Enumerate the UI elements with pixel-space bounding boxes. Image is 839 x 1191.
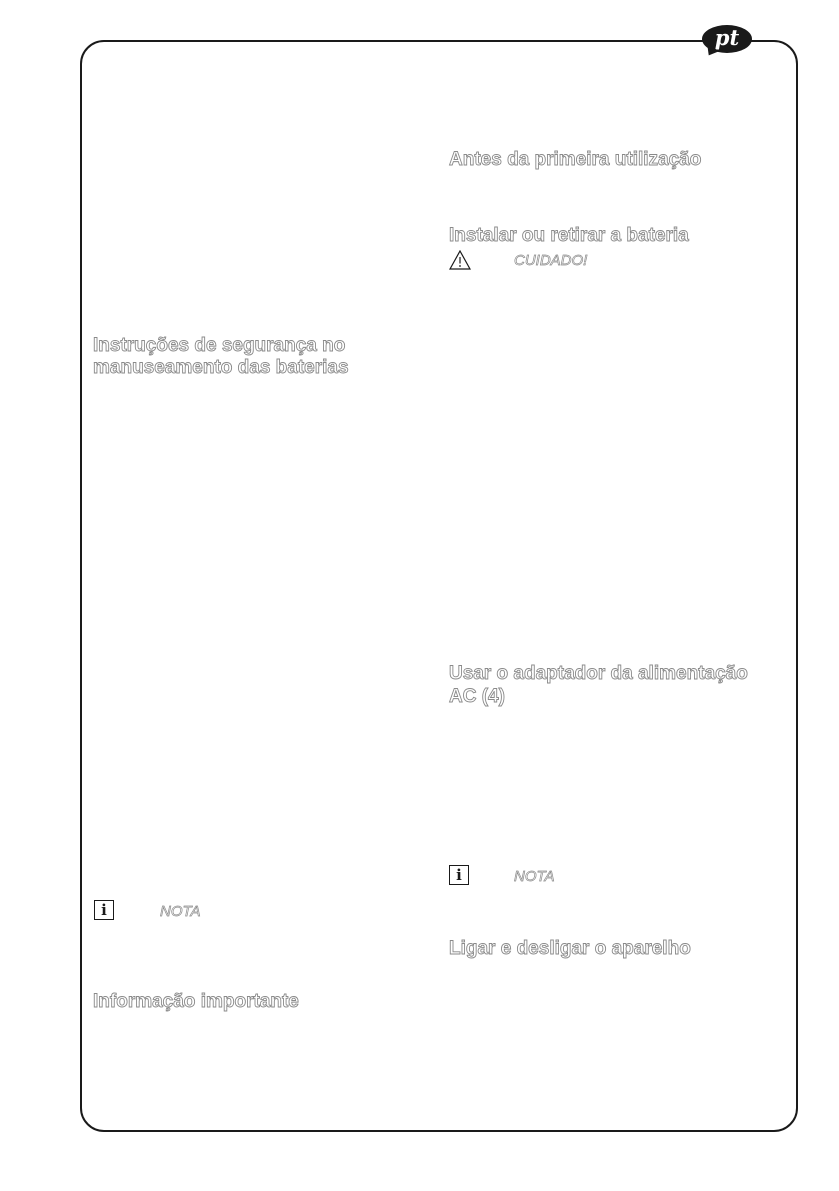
heading-install-battery: Instalar ou retirar a bateria [449,225,689,246]
heading-ac-adapter-line2: AC (4) [449,686,505,707]
heading-ac-adapter-line1: Usar o adaptador da alimentação [449,663,748,684]
heading-battery-safety-line1: Instruções de segurança no [93,335,346,356]
language-code: pt [714,25,740,50]
note-label-left: NOTA [160,903,201,920]
page-frame [80,40,798,1132]
info-icon: i [94,900,114,920]
heading-important-info: Informação importante [93,991,299,1012]
info-icon: i [449,865,469,885]
heading-battery-safety-line2: manuseamento das baterias [93,357,349,378]
note-label-right: NOTA [514,868,555,885]
caution-label: CUIDADO! [514,252,588,269]
warning-icon [449,250,471,270]
heading-before-first-use: Antes da primeira utilização [449,149,702,170]
heading-power-on-off: Ligar e desligar o aparelho [449,938,691,959]
language-badge [702,25,752,53]
